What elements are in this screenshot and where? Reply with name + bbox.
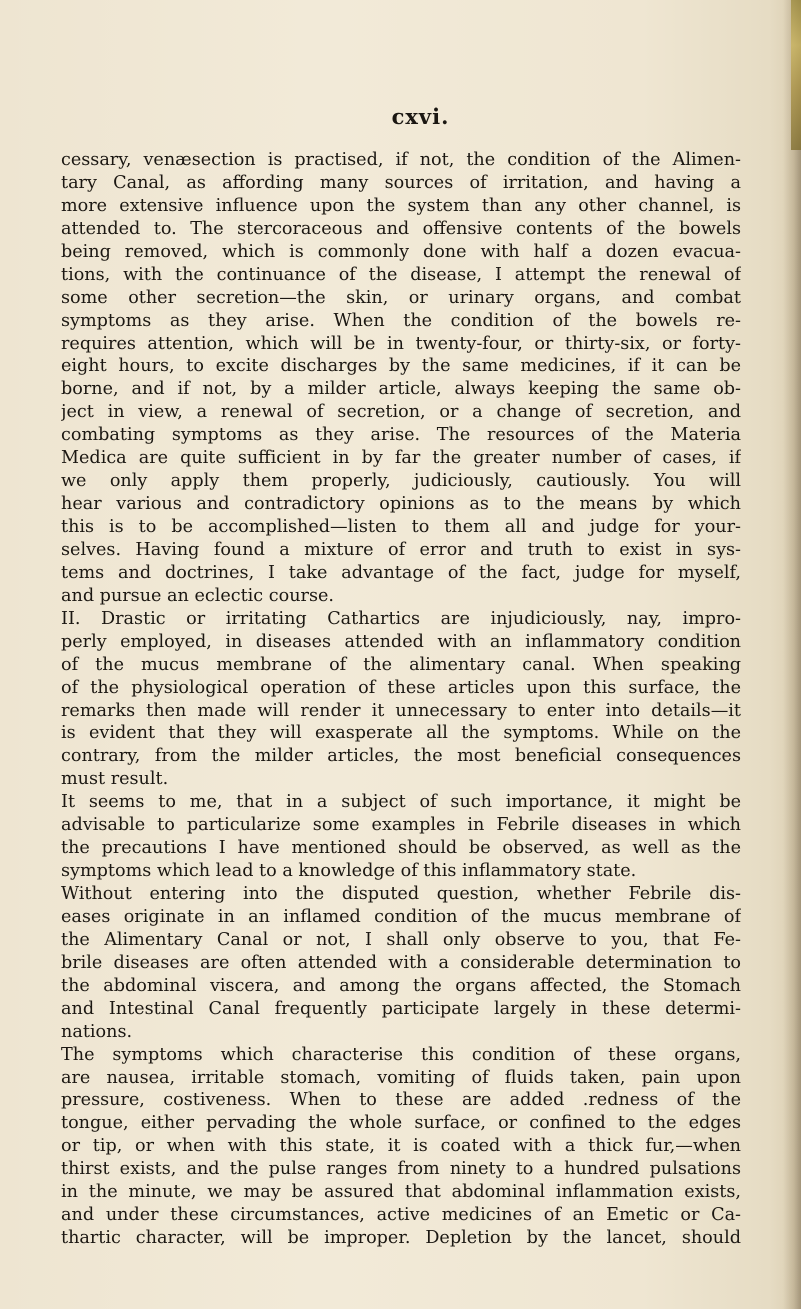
text-line: is evident that they will exasperate all the symptoms. While on the — [61, 723, 741, 744]
text-line: or tip, or when with this state, it is coated with a thick fur,—when — [61, 1136, 741, 1157]
text-line: hear various and contradictory opinions as to the means by which — [61, 494, 741, 515]
text-line: and Intestinal Canal frequently participate largely in these determi- — [61, 998, 741, 1019]
text-line: the abdominal viscera, and among the organs affected, the Stomach — [61, 975, 741, 996]
text-line: combating symptoms as they arise. The resources of the Materia — [61, 425, 741, 446]
text-line: symptoms which lead to a knowledge of this inflammatory state. — [61, 861, 637, 882]
text-line: some other secretion—the skin, or urinary organs, and combat — [61, 287, 741, 308]
text-line: of the physiological operation of these articles upon this surface, the — [61, 677, 741, 698]
text-line: must result. — [61, 769, 169, 790]
text-line: are nausea, irritable stomach, vomiting of fluids taken, pain upon — [61, 1067, 741, 1088]
text-line: II. Drastic or irritating Cathartics are injudiciously, nay, impro- — [61, 608, 741, 629]
text-line: of the mucus membrane of the alimentary canal. When speaking — [61, 654, 741, 675]
text-line: It seems to me, that in a subject of such importance, it might be — [61, 792, 741, 813]
text-line: being removed, which is commonly done with half a dozen evacua- — [61, 241, 741, 262]
text-line: we only apply them properly, judiciously, cautiously. You will — [61, 471, 741, 492]
text-line: and under these circumstances, active medicines of an Emetic or Ca- — [61, 1205, 741, 1226]
text-line: remarks then made will render it unnecessary to enter into details—it — [61, 700, 741, 721]
text-line: thartic character, will be improper. Depletion by the lancet, should — [61, 1228, 741, 1249]
text-line: advisable to particularize some examples in Febrile diseases in which — [61, 815, 741, 836]
text-line: in the minute, we may be assured that abdominal inflammation exists, — [61, 1182, 741, 1203]
text-line: tary Canal, as affording many sources of irritation, and having a — [61, 172, 741, 193]
text-line: contrary, from the milder articles, the most beneficial consequences — [61, 746, 741, 767]
text-line: tems and doctrines, I take advantage of the fact, judge for myself, — [61, 562, 741, 583]
text-line: Medica are quite sufficient in by far the greater number of cases, if — [61, 448, 741, 469]
text-line: pressure, costiveness. When to these are added .redness of the — [61, 1090, 741, 1111]
text-line: and pursue an eclectic course. — [61, 585, 334, 606]
text-line: tongue, either pervading the whole surface, or confined to the edges — [61, 1113, 741, 1134]
text-line: requires attention, which will be in twenty-four, or thirty-six, or forty- — [61, 333, 741, 354]
text-line: tions, with the continuance of the disease, I attempt the renewal of — [61, 264, 741, 285]
body-text — [61, 149, 741, 1250]
text-line: borne, and if not, by a milder article, always keeping the same ob- — [61, 379, 741, 400]
text-line: this is to be accomplished—listen to them all and judge for your- — [61, 517, 741, 537]
text-line: cessary, venæsection is practised, if not, the condition of the Alimen- — [61, 150, 741, 170]
page-number: cxvi. — [391, 104, 450, 129]
text-line: ject in view, a renewal of secretion, or a change of secretion, and — [61, 402, 741, 423]
text-line: brile diseases are often attended with a considerable determination to — [61, 952, 741, 973]
text-line: perly employed, in diseases attended with an inflammatory condition — [61, 631, 741, 652]
text-line: the Alimentary Canal or not, I shall only observe to you, that Fe- — [61, 929, 741, 950]
text-line: symptoms as they arise. When the condition of the bowels re- — [61, 310, 741, 331]
page-edge-shadow — [783, 0, 801, 1309]
text-line: eases originate in an inflamed condition of the mucus membrane of — [61, 906, 741, 927]
text-line: attended to. The stercoraceous and offensive contents of the bowels — [61, 218, 741, 239]
text-line: the precautions I have mentioned should be observed, as well as the — [61, 838, 741, 859]
text-line: eight hours, to excite discharges by the same medicines, if it can be — [61, 356, 741, 377]
text-line: The symptoms which characterise this condition of these organs, — [61, 1044, 741, 1065]
text-line: selves. Having found a mixture of error and truth to exist in sys- — [61, 539, 741, 560]
text-line: nations. — [61, 1021, 133, 1042]
text-line: Without entering into the disputed question, whether Febrile dis- — [61, 884, 741, 904]
text-line: thirst exists, and the pulse ranges from ninety to a hundred pulsations — [61, 1159, 741, 1180]
text-line: more extensive influence upon the system than any other channel, is — [61, 195, 741, 216]
